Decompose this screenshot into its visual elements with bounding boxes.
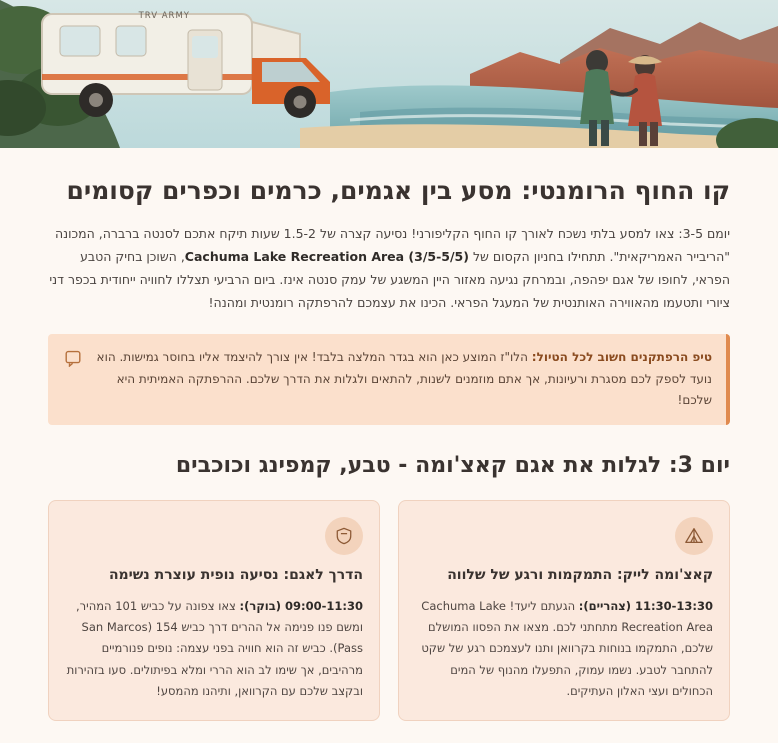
card-body-text: צאו צפונה על כביש 101 המהיר, ומשם פנו פנימה אל ההרים דרך כביש 154 (San Marcos Pass). כביש זה הוא חוויה בפני עצמה: נופים פנורמיים מרהיבים, אך שימו לב הוא הררי ומלא בפיתולים. סעו בזהירות ובקצב שלכם עם הקרוואן, ותיהנו מהמסע! (66, 598, 363, 698)
card-title: הדרך לאגם: נסיעה נופית עוצרת נשימה (108, 566, 363, 583)
day-cards-container (48, 500, 730, 743)
hero-image (0, 0, 778, 148)
tip-callout (48, 334, 730, 425)
tent-icon (675, 517, 713, 555)
card-lake-arrival (398, 500, 730, 721)
intro-highlight: Cachuma Lake Recreation Area (3/5-5/5) (184, 248, 469, 264)
note-icon (64, 349, 82, 367)
hero-illustration (0, 0, 778, 148)
intro-part-3: , השוכן בחיק הטבע הפראי, לחופו של אגם יפהפה, ובמרחק נגיעה מאזור היין המשגע של עמק סנטה אינז. ביום הרביעי תצללו לחוויה ייחודית בכפר דני ציורי ותטעמו מהאווירה האותנטית של המעגל הפראי. הכינו את עצמכם להרפתקה רומנטית ומהנה! (49, 248, 730, 311)
card-body-text: הגעתם ליעד! Cachuma Lake Recreation Area מתחתני לכם. מצאו את הפסוו המושלם שלכם, התמקמו בנוחות בקרוואן ותנו לעצמכם רגע של שקט להתחבר לטבע. נשמו עמוק, התפעלו מהנוף של המים הכחולים ועצי האלון העתיקים. (421, 598, 713, 698)
card-body (65, 596, 363, 702)
tip-body: הלו"ז המוצע כאן הוא בגדר המלצה בלבד! אין צורך להיצמד אליו בחוסר גמישות. הוא נועד לספק לכם מסגרת ורעיונות, אך אתם מוזמנים לשנות, להתאים ולגלות את הדרך שלכם. ההרפתקה האמיתית היא שלכם! (96, 350, 712, 408)
shield-icon (325, 517, 363, 555)
card-title: קאצ'ומה לייק: התמקמות ורגע של שלווה (447, 566, 713, 583)
tip-label: טיפ הרפתקנים חשוב לכל הטיול: (531, 350, 712, 365)
page-title: קו החוף הרומנטי: מסע בין אגמים, כרמים וכפרים קסומים (66, 176, 730, 205)
intro-paragraph (48, 222, 730, 315)
svg-text:TRV ARMY: TRV ARMY (138, 11, 190, 21)
card-time-label: 11:30-13:30 (צהריים): (578, 598, 713, 613)
card-time-label: 09:00-11:30 (בוקר): (239, 598, 363, 613)
intro-part-1: יומם 3-5: צאו למסע בלתי נשכח לאורך קו החוף הקליפורני! נסיעה קצרה של 1.5-2 שעות תיקח אתכם לסנטה ברברה, המכונה "הריבייר האמריקאית". תתחילו בחניון הקסום של (54, 225, 730, 264)
card-body (415, 596, 713, 702)
article-content (0, 174, 778, 743)
tip-text (94, 347, 712, 412)
section-title-day3: יום 3: לגלות את אגם קאצ'ומה - טבע, קמפינג וכוכבים (175, 453, 730, 479)
card-scenic-drive (48, 500, 380, 721)
